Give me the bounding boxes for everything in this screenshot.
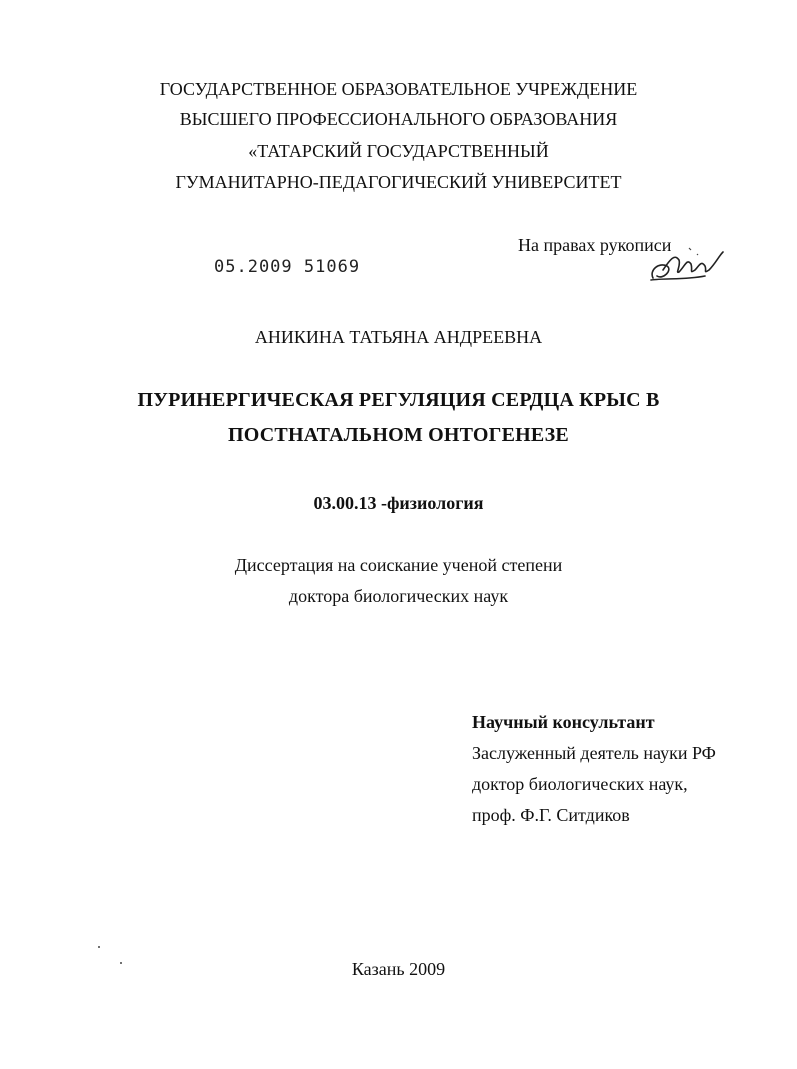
institution-line-4: ГУМАНИТАРНО-ПЕДАГОГИЧЕСКИЙ УНИВЕРСИТЕТ (175, 172, 622, 192)
author-name: АНИКИНА ТАТЬЯНА АНДРЕЕВНА (254, 327, 543, 347)
scan-speck (98, 946, 100, 948)
archive-stamp-number: 05.2009 51069 (214, 257, 361, 277)
scan-speck (120, 962, 122, 964)
place-and-year: Казань 2009 (351, 959, 446, 979)
thesis-title-line-1: ПУРИНЕРГИЧЕСКАЯ РЕГУЛЯЦИЯ СЕРДЦА КРЫС В (137, 389, 660, 411)
manuscript-note: На правах рукописи (518, 235, 672, 255)
institution-line-1: ГОСУДАРСТВЕННОЕ ОБРАЗОВАТЕЛЬНОЕ УЧРЕЖДЕНИЕ (159, 79, 638, 99)
institution-line-2: ВЫСШЕГО ПРОФЕССИОНАЛЬНОГО ОБРАЗОВАНИЯ (179, 109, 618, 129)
institution-line-3: «ТАТАРСКИЙ ГОСУДАРСТВЕННЫЙ (248, 141, 549, 161)
specialty-code: 03.00.13 -физиология (313, 493, 484, 513)
dissertation-line-2: доктора биологических наук (288, 586, 509, 606)
consultant-line-2: доктор биологических наук, (472, 774, 688, 794)
dissertation-line-1: Диссертация на соискание ученой степени (234, 555, 563, 575)
signature-icon (645, 240, 735, 290)
consultant-heading: Научный консультант (472, 712, 655, 732)
thesis-title-line-2: ПОСТНАТАЛЬНОМ ОНТОГЕНЕЗЕ (228, 424, 569, 446)
consultant-line-1: Заслуженный деятель науки РФ (472, 743, 716, 763)
consultant-line-3: проф. Ф.Г. Ситдиков (472, 805, 630, 825)
